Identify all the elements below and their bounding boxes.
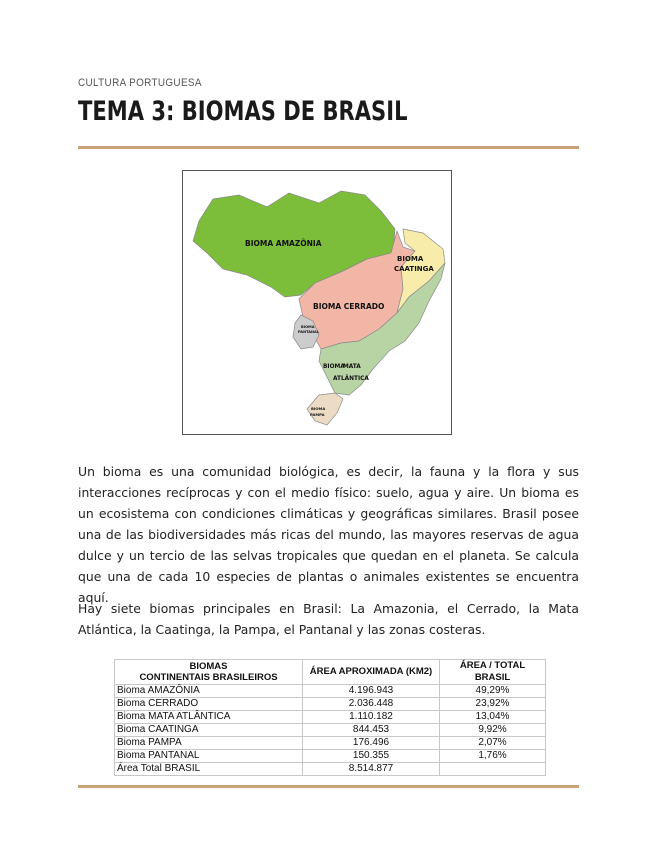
cell-percent: 23,92% bbox=[440, 698, 546, 711]
cell-bioma: Bioma CAATINGA bbox=[115, 724, 303, 737]
cell-percent: 49,29% bbox=[440, 685, 546, 698]
table-row bbox=[115, 724, 546, 737]
table-row bbox=[115, 685, 546, 698]
header-biomas-line1: BIOMAS bbox=[189, 661, 228, 672]
cell-percent: 2,07% bbox=[440, 737, 546, 750]
map-label-pantanal-2: PANTANAL bbox=[298, 330, 320, 334]
header-area: ÁREA APROXIMADA (KM2) bbox=[303, 660, 440, 685]
cell-bioma: Bioma AMAZÔNIA bbox=[115, 685, 303, 698]
table-row bbox=[115, 763, 546, 776]
biomes-table-wrapper bbox=[114, 659, 546, 776]
cell-area: 2.036.448 bbox=[303, 698, 440, 711]
map-label-caatinga-1: BIOMA bbox=[397, 255, 424, 263]
table-header-row bbox=[115, 660, 546, 685]
table-row bbox=[115, 711, 546, 724]
cell-area: 8.514.877 bbox=[303, 763, 440, 776]
paragraph-bioma-definition: Un bioma es una comunidad biológica, es decir, la fauna y la flora y sus interacciones recíprocas y con el medio físico: suelo, agua y aire. Un bioma es un ecosistema con condiciones climáticas y geográficas similares. Brasil posee una de las biodiversidades más ricas del mundo, las mayores reservas de agua dulce y un tercio de las selvas tropicales que quedan en el planeta. Se calcula que una de cada 10 especies de plantas o animales existentes se encuentra aquí. bbox=[78, 464, 579, 605]
biomes-area-table bbox=[114, 659, 546, 776]
map-label-pampa-1: BIOMA bbox=[311, 406, 326, 411]
course-label: CULTURA PORTUGUESA bbox=[78, 77, 202, 89]
biomes-map bbox=[182, 170, 452, 435]
table-row bbox=[115, 737, 546, 750]
cell-bioma: Bioma MATA ATLÂNTICA bbox=[115, 711, 303, 724]
cell-bioma: Bioma PANTANAL bbox=[115, 750, 303, 763]
cell-percent: 13,04% bbox=[440, 711, 546, 724]
cell-area: 1.110.182 bbox=[303, 711, 440, 724]
cell-percent: 1,76% bbox=[440, 750, 546, 763]
table-row bbox=[115, 698, 546, 711]
bottom-divider bbox=[78, 785, 579, 788]
map-label-mata-2: MATA bbox=[343, 364, 361, 370]
table-body bbox=[115, 685, 546, 776]
table-row bbox=[115, 750, 546, 763]
brazil-map-svg bbox=[183, 171, 452, 435]
header-biomas bbox=[115, 660, 303, 685]
page-title: TEMA 3: BIOMAS DE BRASIL bbox=[78, 96, 408, 127]
cell-bioma: Bioma CERRADO bbox=[115, 698, 303, 711]
map-label-amazonia: BIOMA AMAZÔNIA bbox=[245, 239, 322, 248]
map-label-mata-3: ATLÂNTICA bbox=[333, 376, 369, 382]
map-label-pantanal-1: BIOMA bbox=[301, 325, 315, 329]
cell-bioma: Área Total BRASIL bbox=[115, 763, 303, 776]
cell-area: 150.355 bbox=[303, 750, 440, 763]
cell-area: 844.453 bbox=[303, 724, 440, 737]
map-label-caatinga-2: CAATINGA bbox=[394, 265, 434, 273]
header-biomas-line2: CONTINENTAIS BRASILEIROS bbox=[139, 672, 278, 683]
map-label-mata-1: BIOMA bbox=[323, 364, 345, 370]
cell-percent bbox=[440, 763, 546, 776]
paragraph-seven-biomes: Hay siete biomas principales en Brasil: La Amazonia, el Cerrado, la Mata Atlántica, la Caatinga, la Pampa, el Pantanal y las zonas costeras. bbox=[78, 601, 579, 637]
cell-area: 4.196.943 bbox=[303, 685, 440, 698]
cell-percent: 9,92% bbox=[440, 724, 546, 737]
cell-bioma: Bioma PAMPA bbox=[115, 737, 303, 750]
top-divider bbox=[78, 146, 579, 149]
map-label-cerrado: BIOMA CERRADO bbox=[313, 302, 385, 311]
cell-area: 176.496 bbox=[303, 737, 440, 750]
map-label-pampa-2: PAMPA bbox=[310, 412, 325, 417]
header-percent: ÁREA / TOTAL BRASIL bbox=[440, 660, 546, 685]
